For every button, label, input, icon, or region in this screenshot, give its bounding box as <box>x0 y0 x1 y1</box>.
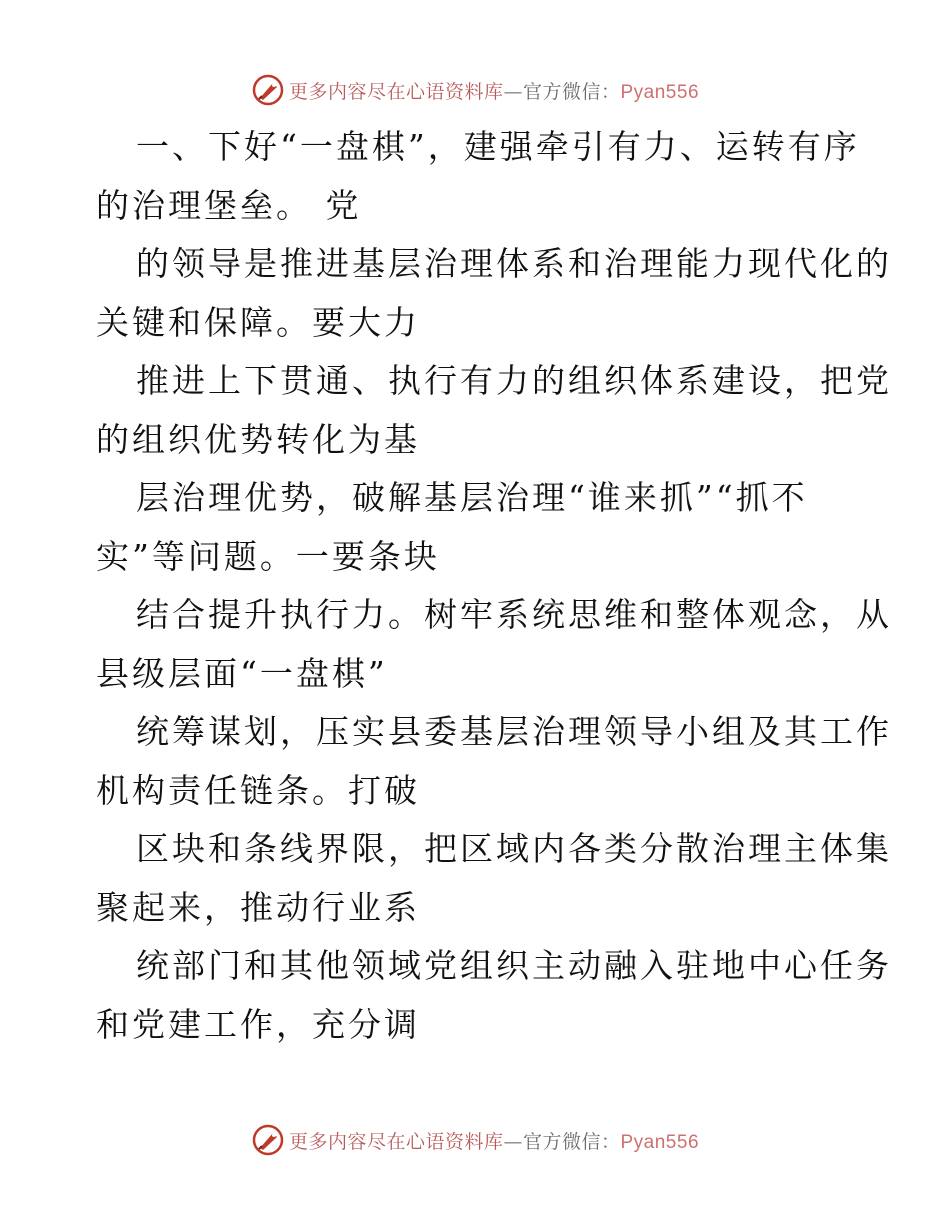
paragraph-line: 层治理优势，破解基层治理“谁来抓”“抓不 <box>136 478 808 517</box>
paragraph-line: 统部门和其他领域党组织主动融入驻地中心任务 <box>136 946 892 985</box>
watermark-text <box>289 77 699 104</box>
paragraph-line: 的组织优势转化为基 <box>96 419 420 459</box>
paragraph-line: 机构责任链条。打破 <box>96 770 420 810</box>
paragraph-line: 和党建工作，充分调 <box>96 1004 420 1044</box>
paragraph-line: 推进上下贯通、执行有力的组织体系建设，把党 <box>136 361 892 400</box>
watermark-suffix-text: 官方微信： <box>522 1130 621 1153</box>
paragraph-line: 的治理堡垒。 党 <box>96 185 362 225</box>
paragraph-line: 关键和保障。要大力 <box>96 302 420 342</box>
watermark-id-text: Pyan556 <box>620 1131 700 1153</box>
paragraph-line: 一、下好“一盘棋”，建强牵引有力、运转有序 <box>136 127 860 166</box>
paragraph-line: 实”等问题。一要条块 <box>96 536 440 576</box>
watermark-dash: — <box>503 80 523 103</box>
watermark-dash: — <box>503 1130 523 1153</box>
paragraph-line: 的领导是推进基层治理体系和治理能力现代化的 <box>136 244 892 283</box>
paragraph-line: 结合提升执行力。树牢系统思维和整体观念，从 <box>136 595 892 634</box>
watermark-text <box>289 1127 699 1154</box>
document-body <box>96 118 892 1054</box>
paragraph-line: 县级层面“一盘棋” <box>96 653 388 693</box>
paragraph-line: 统筹谋划，压实县委基层治理领导小组及其工作 <box>136 712 892 751</box>
watermark-id-text: Pyan556 <box>620 81 700 103</box>
watermark-suffix-text: 官方微信： <box>522 80 621 103</box>
watermark-main-text: 更多内容尽在心语资料库 <box>288 1130 504 1153</box>
paragraph-line: 区块和条线界限，把区域内各类分散治理主体集 <box>136 829 892 868</box>
paragraph-line: 聚起来，推动行业系 <box>96 887 420 927</box>
watermark-header <box>0 70 950 110</box>
pen-nib-logo-icon <box>251 73 285 107</box>
pen-nib-logo-icon <box>251 1123 285 1157</box>
watermark-footer <box>0 1120 950 1160</box>
watermark-main-text: 更多内容尽在心语资料库 <box>288 80 504 103</box>
